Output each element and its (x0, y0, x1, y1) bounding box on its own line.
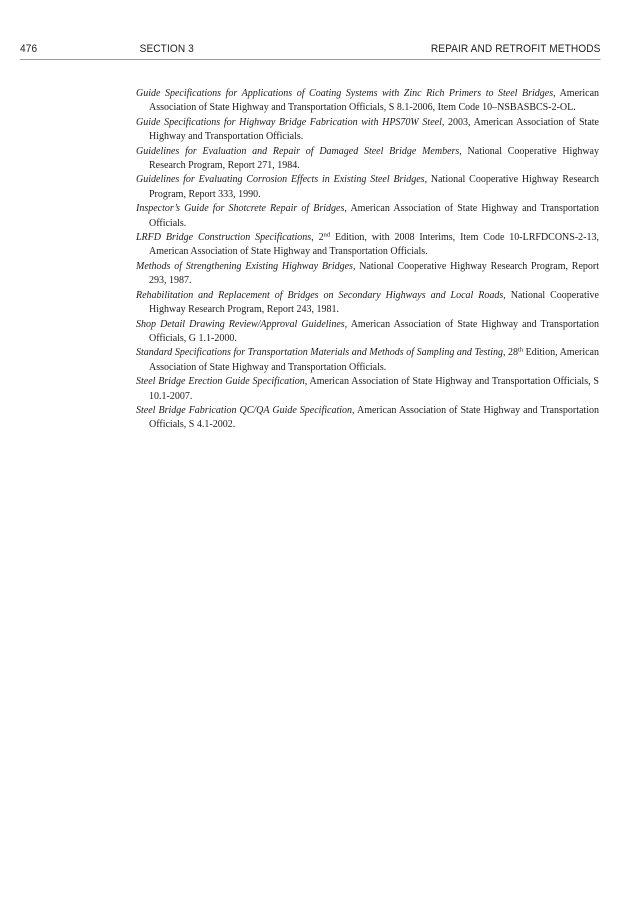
reference-title: Guide Specifications for Highway Bridge Fabrication with HPS70W Steel (136, 116, 442, 128)
ordinal-suffix: nd (323, 231, 331, 239)
reference-entry (136, 260, 599, 289)
reference-entry (136, 289, 599, 318)
chapter-title: REPAIR AND RETROFIT METHODS (430, 43, 601, 55)
reference-details: , National Cooperative Highway Research Program, Report 293, 1987. (149, 260, 599, 287)
reference-details: Edition, with 2008 Interims, Item Code 10-LRFDCONS-2-13, American Association of State Highway and Transportation Officials. (149, 232, 599, 258)
reference-title: Methods of Strengthening Existing Highway Bridges (136, 260, 353, 272)
reference-entry (136, 231, 599, 260)
reference-title: Rehabilitation and Replacement of Bridges on Secondary Highways and Local Roads (136, 289, 504, 301)
reference-details: , 2003, American Association of State Highway and Transportation Officials. (149, 116, 599, 143)
running-header (20, 41, 601, 60)
reference-details: , National Cooperative Highway Research Program, Report 333, 1990. (149, 174, 599, 200)
ordinal-suffix: th (518, 346, 524, 354)
reference-title: Inspector’s Guide for Shotcrete Repair of Bridges (136, 203, 345, 215)
page-number: 476 (20, 43, 38, 55)
reference-details: , National Cooperative Highway Research Program, Report 271, 1984. (149, 145, 599, 172)
reference-details: , 2 (311, 232, 324, 244)
reference-title: Guidelines for Evaluation and Repair of Damaged Steel Bridge Members (136, 145, 460, 157)
reference-details: , American Association of State Highway and Transportation Officials. (149, 203, 599, 229)
reference-entry (136, 318, 599, 347)
reference-title: Guidelines for Evaluating Corrosion Effects in Existing Steel Bridges (136, 174, 425, 186)
reference-entry (136, 173, 599, 202)
reference-details: , 28 (502, 347, 519, 359)
reference-details: , American Association of State Highway and Transportation Officials, G 1.1-2000. (149, 318, 599, 344)
reference-entry (136, 375, 599, 404)
reference-title: Shop Detail Drawing Review/Approval Guidelines (136, 318, 345, 330)
reference-entry (136, 202, 599, 231)
reference-title: Guide Specifications for Applications of Coating Systems with Zinc Rich Primers to Steel Bridges (136, 88, 554, 99)
reference-title: Standard Specifications for Transportation Materials and Methods of Sampling and Testing (136, 347, 503, 359)
reference-entry (136, 87, 599, 116)
reference-details: , National Cooperative Highway Research Program, Report 243, 1981. (149, 289, 599, 316)
reference-entry (136, 346, 599, 375)
section-label: SECTION 3 (139, 43, 194, 55)
reference-details: Edition, American Association of State Highway and Transportation Officials. (149, 347, 599, 373)
reference-details: , American Association of State Highway and Transportation Officials, S 8.1-2006, Item Code 10–NSBASBCS-2-OL. (149, 88, 600, 114)
reference-details: , American Association of State Highway and Transportation Officials, S 4.1-2002. (149, 404, 599, 431)
reference-entry (136, 145, 599, 174)
reference-entry (136, 404, 599, 433)
reference-title: LRFD Bridge Construction Specifications (136, 232, 312, 244)
reference-entry (136, 116, 599, 145)
reference-title: Steel Bridge Erection Guide Specification (136, 376, 305, 388)
reference-title: Steel Bridge Fabrication QC/QA Guide Specification (136, 404, 353, 416)
reference-details: , American Association of State Highway and Transportation Officials, S 10.1-2007. (149, 376, 599, 402)
reference-list (136, 87, 599, 433)
